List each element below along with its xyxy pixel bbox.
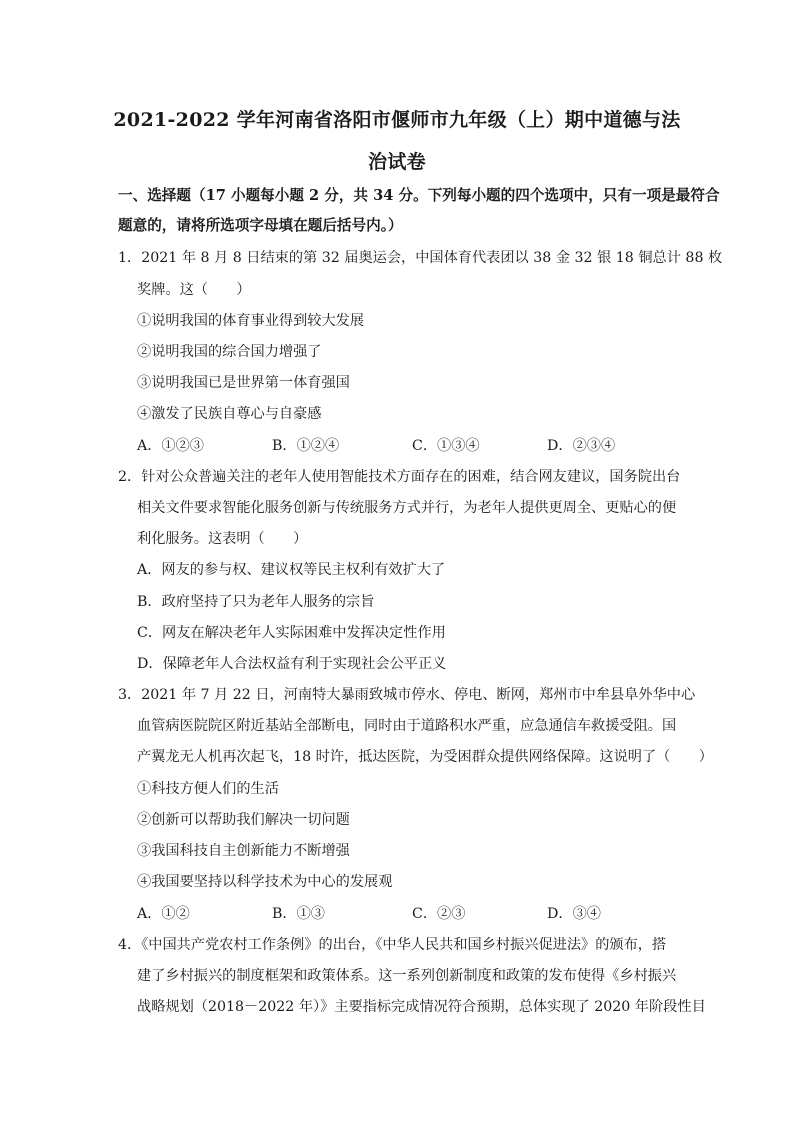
q3-item-2: ②创新可以帮助我们解决一切问题 [137,812,350,828]
q3-stem-line1: 3．2021 年 7 月 22 日，河南特大暴雨致城市停水、停电、断网，郑州市中牟县阜外华中心 [118,687,696,703]
q3-option-b[interactable]: B．①③ [272,906,325,922]
q2-stem-line1: 2．针对公众普遍关注的老年人使用智能技术方面存在的困难，结合网友建议，国务院出台 [118,469,681,485]
q3-options [137,904,657,924]
q1-stem-line2: 奖牌。这（ ） [137,282,251,298]
q3-option-d[interactable]: D．③④ [547,906,601,922]
q2-option-d[interactable]: D．保障老年人合法权益有利于实现社会公平正义 [137,656,447,672]
q1-options [137,436,657,456]
q3-item-4: ④我国要坚持以科学技术为中心的发展观 [137,874,393,890]
q2-stem-line2: 相关文件要求智能化服务创新与传统服务方式并行，为老年人提供更周全、更贴心的便 [137,500,677,516]
section-heading-line2: 题意的，请将所选项字母填在题后括号内。） [118,217,403,234]
q1-stem-line1: 1．2021 年 8 月 8 日结束的第 32 届奥运会，中国体育代表团以 38 金 32 银 18 铜总计 88 枚 [118,250,723,266]
section-heading-line1: 一、选择题（17 小题每小题 2 分，共 34 分。下列每小题的四个选项中，只有一项是最符合 [118,187,720,204]
q2-option-b[interactable]: B．政府坚持了只为老年人服务的宗旨 [137,594,375,610]
q3-stem-line3: 产翼龙无人机再次起飞，18 时许，抵达医院，为受困群众提供网络保障。这说明了（ ） [137,749,713,765]
q2-option-a[interactable]: A．网友的参与权、建议权等民主权利有效扩大了 [137,562,446,578]
q2-stem-line3: 利化服务。这表明（ ） [137,531,308,547]
q1-option-d[interactable]: D．②③④ [547,438,616,454]
q1-option-b[interactable]: B．①②④ [272,438,340,454]
exam-title-line1: 2021-2022 学年河南省洛阳市偃师市九年级（上）期中道德与法 [113,109,681,131]
exam-title-line2: 治试卷 [368,151,426,173]
q4-stem-line1: 4．《中国共产党农村工作条例》的出台，《中华人民共和国乡村振兴促进法》的颁布，搭 [118,937,667,953]
q3-item-3: ③我国科技自主创新能力不断增强 [137,843,350,859]
q1-item-3: ③说明我国已是世界第一体育强国 [137,375,350,391]
q1-item-4: ④激发了民族自尊心与自豪感 [137,406,322,422]
q3-option-c[interactable]: C．②③ [412,906,466,922]
q3-stem-line2: 血管病医院院区附近基站全部断电，同时由于道路积水严重，应急通信车救援受阻。国 [137,718,677,734]
q1-item-2: ②说明我国的综合国力增强了 [137,344,322,360]
q3-option-a[interactable]: A．①② [137,906,190,922]
q1-option-a[interactable]: A．①②③ [137,438,204,454]
q2-option-c[interactable]: C．网友在解决老年人实际困难中发挥决定性作用 [137,625,446,641]
q4-stem-line2: 建了乡村振兴的制度框架和政策体系。这一系列创新制度和政策的发布使得《乡村振兴 [137,968,677,984]
q3-item-1: ①科技方便人们的生活 [137,781,279,797]
q4-stem-line3: 战略规划（2018－2022 年）》主要指标完成情况符合预期，总体实现了 2020 年阶段性目 [137,999,706,1015]
q1-option-c[interactable]: C．①③④ [412,438,480,454]
q1-item-1: ①说明我国的体育事业得到较大发展 [137,313,365,329]
